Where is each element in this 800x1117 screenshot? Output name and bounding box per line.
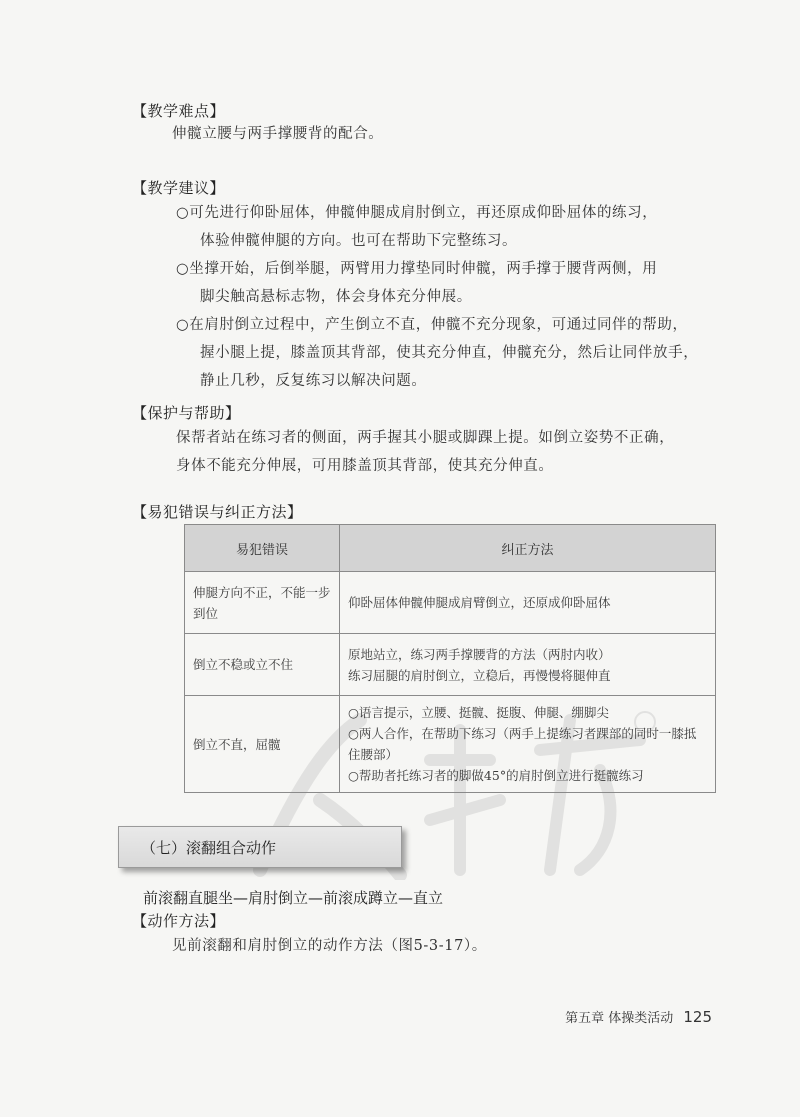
protection-line-2: 身体不能充分伸展，可用膝盖顶其背部，使其充分伸直。	[176, 458, 554, 474]
suggestion-3-line-3: 静止几秒，反复练习以解决问题。	[200, 373, 427, 389]
table-row	[185, 634, 716, 696]
table-header-row	[185, 525, 716, 572]
fix-line: 原地站立，练习两手撑腰背的方法（两肘内收）	[348, 646, 611, 662]
fix-cell	[340, 572, 716, 634]
fix-line: 仰卧屈体伸髋伸腿成肩臂倒立，还原成仰卧屈体	[348, 595, 611, 610]
fix-line: 练习屈腿的肩肘倒立，立稳后，再慢慢将腿伸直	[348, 667, 611, 683]
protection-heading: 【保护与帮助】	[132, 404, 241, 422]
difficulty-text: 伸髋立腰与两手撑腰背的配合。	[172, 126, 384, 142]
errors-heading: 【易犯错误与纠正方法】	[132, 503, 303, 521]
fix-line: ○帮助者托练习者的脚做45°的肩肘倒立进行挺髋练习	[348, 768, 644, 783]
suggestion-3-line-2: 握小腿上提，膝盖顶其背部，使其充分伸直，伸髋充分，然后让同伴放手，	[200, 345, 699, 361]
fix-line: ○语言提示，立腰、挺髋、挺腹、伸腿、绷脚尖	[348, 705, 609, 720]
error-cell: 伸腿方向不正，不能一步到位	[185, 572, 340, 634]
chapter-label: 第五章 体操类活动	[565, 1011, 674, 1026]
combo-subtitle: 前滚翻直腿坐—肩肘倒立—前滚成蹲立—直立	[143, 889, 444, 907]
suggestions-heading: 【教学建议】	[132, 179, 226, 197]
fix-cell	[340, 634, 716, 696]
fix-line: ○两人合作，在帮助下练习（两手上提练习者踝部的同时一膝抵住腰部）	[348, 726, 697, 762]
suggestion-3-line-1: ○在肩肘倒立过程中，产生倒立不直，伸髋不充分现象，可通过同伴的帮助，	[176, 317, 688, 333]
method-heading: 【动作方法】	[132, 912, 226, 930]
section-title-box	[118, 826, 402, 868]
method-text: 见前滚翻和肩肘倒立的动作方法（图5-3-17）。	[172, 938, 487, 954]
suggestion-1-line-1: ○可先进行仰卧屈体，伸髋伸腿成肩肘倒立，再还原成仰卧屈体的练习，	[176, 205, 658, 221]
col-header-error: 易犯错误	[185, 525, 340, 572]
errors-table	[184, 524, 716, 793]
difficulty-heading: 【教学难点】	[132, 102, 226, 120]
table-row	[185, 572, 716, 634]
protection-line-1: 保帮者站在练习者的侧面，两手握其小腿或脚踝上提。如倒立姿势不正确，	[176, 430, 675, 446]
error-cell: 倒立不直，屈髋	[185, 696, 340, 793]
suggestion-2-line-2: 脚尖触高悬标志物，体会身体充分伸展。	[200, 289, 472, 305]
suggestion-2-line-1: ○坐撑开始，后倒举腿，两臂用力撑垫同时伸髋，两手撑于腰背两侧，用	[176, 261, 658, 277]
error-cell: 倒立不稳或立不住	[185, 634, 340, 696]
col-header-fix: 纠正方法	[340, 525, 716, 572]
page-footer	[565, 1007, 712, 1026]
section-title: （七）滚翻组合动作	[141, 838, 277, 857]
fix-cell	[340, 696, 716, 793]
table-row	[185, 696, 716, 793]
suggestion-1-line-2: 体验伸髋伸腿的方向。也可在帮助下完整练习。	[200, 233, 518, 249]
page-number: 125	[683, 1008, 712, 1026]
suggestions-list	[176, 199, 698, 395]
protection-text	[176, 424, 674, 480]
